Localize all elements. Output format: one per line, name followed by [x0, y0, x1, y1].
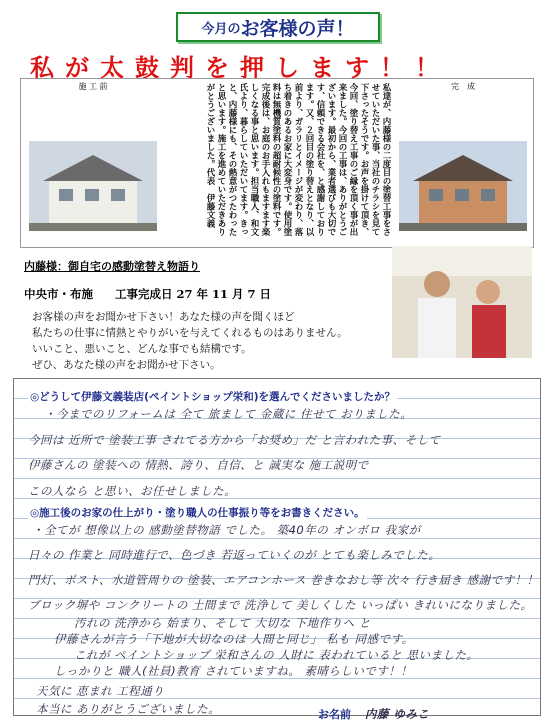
answer-2-line: これが ペイントショップ 栄和さんの 人財に 表われていると 思いました。: [74, 648, 479, 662]
answer-2-line: ブロック塀や コンクリートの 土間まで 洗浄して 美しくした いっぱい きれいになりました。: [28, 598, 533, 612]
title-banner: [176, 12, 380, 42]
message-line: ぜひ、あなた様の声をお聞かせ下さい。: [32, 359, 221, 371]
answer-2-line: 日々の 作業と 同時進行で、色づき 若返っていくのが とても楽しみでした。: [28, 548, 441, 562]
message-line: 私たちの仕事に情熱とやりがいを与えてくれるものはありません。: [32, 327, 348, 339]
question-2: ◎施工後のお家の仕上がり・塗り職人の仕事振り等をお書きください。: [30, 507, 365, 519]
answer-2-line: 門灯、ポスト、水道管周りの 塗装、エアコンホース 巻きなおし等 次々 行き届き 感謝です！！: [28, 573, 539, 587]
message-line: お客様の声をお聞かせ下さい！あなた様の声を聞くほど: [32, 311, 295, 323]
answer-2-line: 天気に 恵まれ 工程通り: [36, 684, 165, 698]
answer-1-line: この人なら と思い、お任せしました。: [28, 484, 237, 498]
name-label: お名前: [318, 708, 351, 721]
project-area: 中央市・布施: [24, 287, 93, 301]
banner-prefix: 今月の: [201, 21, 241, 37]
banner-title: お客様の声！: [240, 17, 355, 40]
answer-1-line: 今回は 近所で 塗装工事 されてる方から「お奨め」だ と言われた事、そして: [28, 433, 441, 447]
before-caption: 施 工 前: [78, 82, 108, 91]
feedback-form: [13, 378, 541, 716]
headline: 私が太鼓判を押します！！: [30, 53, 450, 82]
answer-2-line: しっかりと 職人(社員)教育 されていますね。 素晴らしいです！！: [54, 664, 413, 678]
answer-1-line: 伊藤さんの 塗装への 情熱、誇り、自信、と 誠実な 施工説明で: [28, 458, 369, 472]
customer-portrait: [392, 246, 532, 358]
photo-section: [20, 78, 534, 248]
house-before-image: [29, 141, 157, 231]
answer-2-line: 伊藤さんが言う「下地が大切なのは 人間と同じ」 私も 同感です。: [54, 632, 414, 646]
house-after-image: [399, 141, 527, 231]
request-message: [32, 309, 382, 373]
answer-1-line: ・今までのリフォームは 全て 旅まして 金蔵に 住せて おりました。: [44, 407, 413, 421]
project-info: [24, 286, 289, 302]
name-value: 内藤 ゆみこ: [364, 707, 430, 721]
letter-text: 私達が、内藤様の二度目の塗替工事をさせていただいた事、当社のチラシを見て下さったそうです。お声を掛けて頂き、今回、塗り替え工事のご縁を頂く事が出来ました。今回の工事は、ありがとうございます。最初から、業者選びも大切です、信頼できる会社を、と感謝しております。又、２回目の塗り替えとなり、以前より、ガラリとイメージが変わり、落ち着きのあるお家に大変身です。使用塗料は無機質塗料の超耐候性の塗料です。完成後は、お庭のお手入れもますます楽しくなる事と思います。担当職人、和文氏より、暮らしていただいてます。きっと、内藤様にも、その熱意がつたわったと思います。施工を進めていただきありがとうございました。代表 伊藤文義: [205, 83, 391, 236]
story-subtitle: 内藤様：御自宅の感動塗替え物語り: [24, 260, 200, 273]
before-photo: [25, 81, 161, 243]
answer-2-line: ・全てが 想像以上の 感動塗替物語 でした。 築40年の オンボロ 我家が: [32, 523, 421, 537]
question-1: ◎どうして伊藤文義装店(ペイントショップ栄和)を選んでくださいましたか？: [30, 391, 396, 403]
after-photo: [395, 81, 531, 243]
answer-2-line: 本当に ありがとうございました。: [36, 702, 221, 716]
completion-date: 工事完成日 27 年 11 月 7 日: [115, 287, 272, 301]
after-caption: 完 成: [451, 82, 475, 91]
answer-2-line: 汚れの 洗浄から 始まり、そして 大切な 下地作りへ と: [74, 616, 371, 630]
message-line: いいこと、悪いこと、どんな事でも結構です。: [32, 343, 252, 355]
